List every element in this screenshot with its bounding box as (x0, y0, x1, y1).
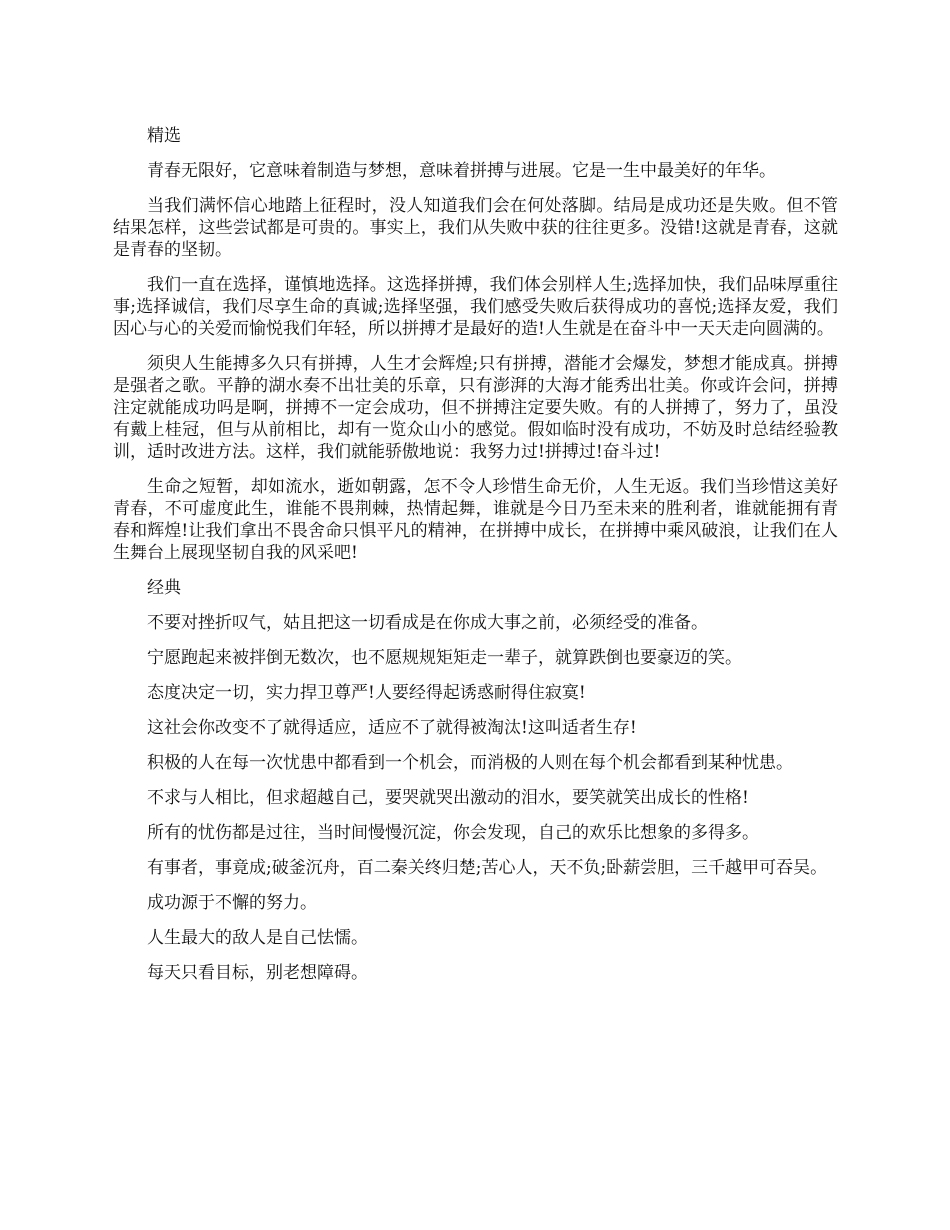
quote-line: 不要对挫折叹气，姑且把这一切看成是在你成大事之前，必须经受的准备。 (147, 613, 708, 633)
paragraph: 青春无限好，它意味着制造与梦想，意味着拼搏与进展。它是一生中最美好的年华。 (147, 161, 776, 181)
quote-line: 积极的人在每一次忧患中都看到一个机会，而消极的人则在每个机会都看到某种忧患。 (147, 753, 793, 773)
paragraph: 须臾人生能搏多久只有拼搏，人生才会辉煌;只有拼搏，潜能才会爆发，梦想才能成真。拼搏是强者之歌。平静的湖水奏不出壮美的乐章，只有澎湃的大海才能秀出壮美。你或许会问，拼搏注定就能成功吗是啊，拼搏不一定会成功，但不拼搏注定要失败。有的人拼搏了，努力了，虽没有戴上桂冠，但与从前相比，却有一览众山小的感觉。假如临时没有成功，不妨及时总结经验教训，适时改进方法。这样，我们就能骄傲地说：我努力过!拼搏过!奋斗过! (113, 354, 838, 462)
quote-line: 成功源于不懈的努力。 (147, 893, 317, 913)
paragraph: 生命之短暂，却如流水，逝如朝露，怎不令人珍惜生命无价，人生无返。我们当珍惜这美好青春，不可虚度此生，谁能不畏荆棘，热情起舞，谁就是今日乃至未来的胜利者，谁就能拥有青春和辉煌!让我们拿出不畏舍命只惧平凡的精神，在拼搏中成长，在拼搏中乘风破浪，让我们在人生舞台上展现坚韧自我的风采吧! (113, 477, 838, 563)
quote-line: 态度决定一切，实力捍卫尊严!人要经得起诱惑耐得住寂寞! (147, 683, 586, 703)
paragraph: 我们一直在选择，谨慎地选择。这选择拼搏，我们体会别样人生;选择加快，我们品味厚重往事;选择诚信，我们尽享生命的真诚;选择坚强，我们感受失败后获得成功的喜悦;选择友爱，我们因心与心的关爱而愉悦我们年轻，所以拼搏才是最好的造!人生就是在奋斗中一天天走向圆满的。 (113, 275, 838, 339)
quote-line: 有事者，事竟成;破釜沉舟，百二秦关终归楚;苦心人，天不负;卧薪尝胆，三千越甲可吞吴。 (147, 858, 828, 878)
quote-line: 宁愿跑起来被拌倒无数次，也不愿规规矩矩走一辈子，就算跌倒也要豪迈的笑。 (147, 648, 742, 668)
quote-line: 每天只看目标，别老想障碍。 (147, 963, 368, 983)
section-heading-jingxuan: 精选 (147, 126, 181, 146)
paragraph: 当我们满怀信心地踏上征程时，没人知道我们会在何处落脚。结局是成功还是失败。但不管结果怎样，这些尝试都是可贵的。事实上，我们从失败中获的往往更多。没错!这就是青春，这就是青春的坚韧。 (113, 196, 838, 260)
quote-line: 所有的忧伤都是过往，当时间慢慢沉淀，你会发现，自己的欢乐比想象的多得多。 (147, 823, 759, 843)
quote-line: 这社会你改变不了就得适应，适应不了就得被淘汰!这叫适者生存! (147, 718, 637, 738)
document-page (113, 125, 838, 997)
quote-line: 不求与人相比，但求超越自己，要哭就哭出激动的泪水，要笑就笑出成长的性格! (147, 788, 749, 808)
quote-line: 人生最大的敌人是自己怯懦。 (147, 928, 368, 948)
section-heading-jingdian: 经典 (147, 578, 181, 598)
